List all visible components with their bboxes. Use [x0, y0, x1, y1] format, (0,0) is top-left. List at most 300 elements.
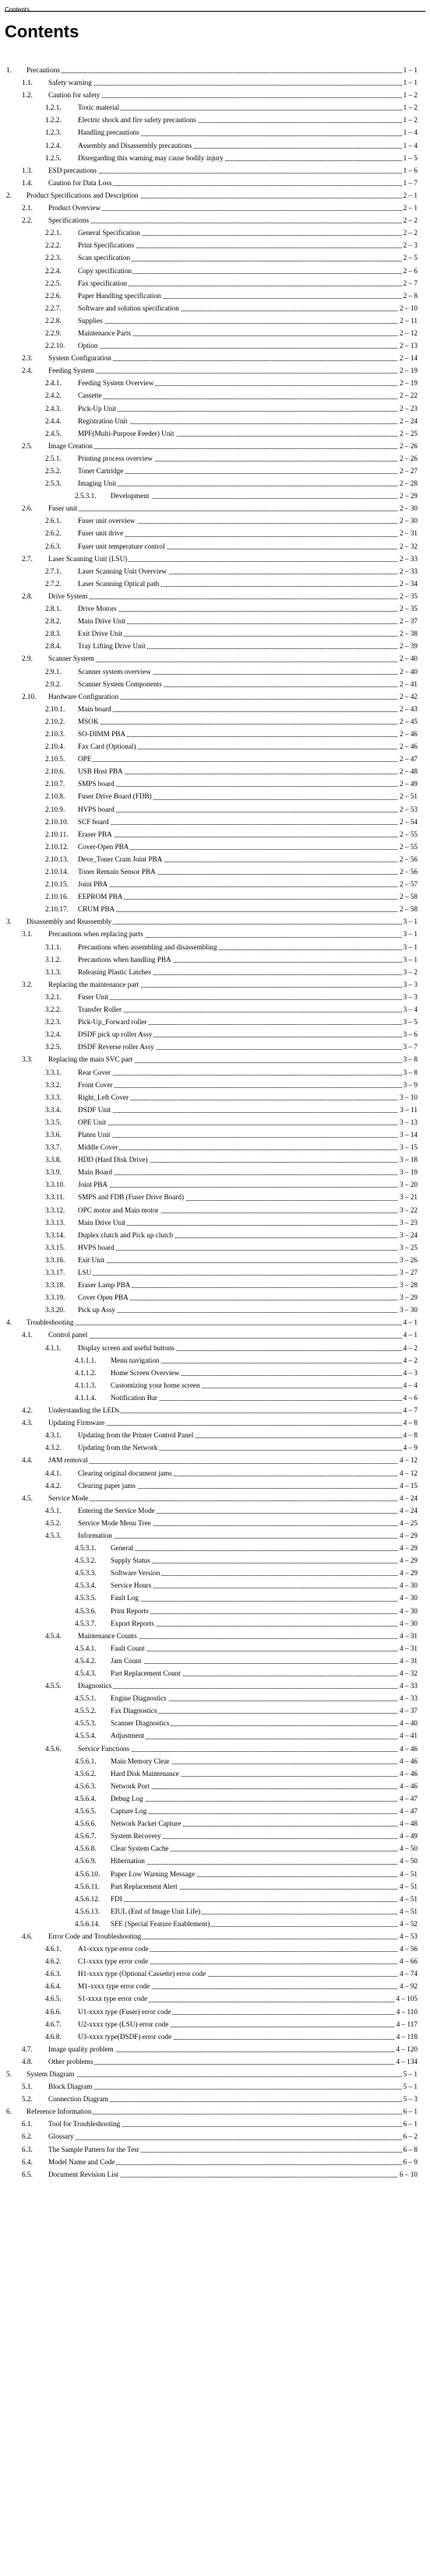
toc-entry[interactable] — [0, 903, 430, 915]
toc-entry[interactable] — [0, 1667, 430, 1679]
toc-entry-title[interactable]: SFE (Special Feature Enablement) — [111, 1919, 210, 1928]
toc-entry-title[interactable]: System Diagram — [26, 2070, 75, 2078]
toc-entry[interactable] — [0, 690, 430, 703]
toc-entry-title[interactable]: Export Reports — [111, 1619, 154, 1627]
toc-entry-title[interactable]: Service Hours — [111, 1581, 152, 1590]
toc-entry-title[interactable]: Imaging Unit — [78, 479, 117, 488]
toc-entry[interactable] — [0, 1066, 430, 1079]
toc-entry[interactable] — [0, 1204, 430, 1216]
toc-entry[interactable] — [0, 1266, 430, 1279]
toc-entry-title[interactable]: Hard Disk Maintenance — [111, 1769, 179, 1778]
toc-entry[interactable] — [0, 352, 430, 364]
toc-entry-title[interactable]: Fuser unit temperature control — [78, 542, 165, 550]
toc-entry-title[interactable]: Precautions — [26, 66, 60, 74]
toc-entry-title[interactable]: Disregarding this warning may cause bodily injury — [78, 153, 224, 162]
toc-entry[interactable] — [0, 878, 430, 890]
toc-entry-title[interactable]: The Sample Pattern for the Test — [48, 2145, 139, 2153]
toc-entry[interactable] — [0, 502, 430, 514]
toc-entry-title[interactable]: Error Code and Troubleshooting — [48, 1932, 142, 1940]
toc-entry[interactable] — [0, 290, 430, 302]
toc-entry[interactable] — [0, 1692, 430, 1704]
toc-entry[interactable] — [0, 728, 430, 740]
toc-entry[interactable] — [0, 1467, 430, 1479]
toc-entry-title[interactable]: Service Mode Menu Tree — [78, 1518, 151, 1527]
toc-entry[interactable] — [0, 915, 430, 928]
toc-entry-title[interactable]: Fault Log — [111, 1594, 139, 1602]
toc-entry-title[interactable]: DSDF Unit — [78, 1105, 111, 1114]
toc-entry-title[interactable]: Maintenance Counts — [78, 1631, 137, 1640]
toc-entry-title[interactable]: Image Creation — [48, 441, 93, 450]
toc-entry[interactable] — [0, 139, 430, 152]
toc-entry[interactable] — [0, 740, 430, 753]
toc-entry[interactable] — [0, 2118, 430, 2130]
toc-entry-title[interactable]: Connection Diagram — [48, 2095, 108, 2104]
toc-entry-title[interactable]: Feeding System — [48, 367, 94, 375]
toc-entry[interactable] — [0, 89, 430, 101]
toc-entry[interactable] — [0, 1842, 430, 1855]
toc-entry[interactable] — [0, 302, 430, 314]
toc-entry[interactable] — [0, 1930, 430, 1943]
toc-entry[interactable] — [0, 1542, 430, 1554]
toc-entry-title[interactable]: Fuser unit overview — [78, 517, 136, 525]
toc-entry-title[interactable]: Fuser unit — [48, 504, 78, 513]
toc-entry[interactable] — [0, 1504, 430, 1517]
toc-entry-title[interactable]: U1-xxxx type (Fuser) error code — [78, 2007, 171, 2016]
toc-entry-title[interactable]: SO-DIMM PBA — [78, 729, 126, 738]
toc-entry-title[interactable]: Pick-Up_Forward roller — [78, 1018, 147, 1027]
toc-entry[interactable] — [0, 652, 430, 665]
toc-entry-title[interactable]: CRUM PBA — [78, 905, 115, 914]
toc-entry-title[interactable]: Jam Count — [111, 1656, 142, 1665]
toc-entry-title[interactable]: Image quality problem — [48, 2044, 114, 2053]
toc-entry[interactable] — [0, 1367, 430, 1379]
toc-entry-title[interactable]: MSOK — [78, 717, 99, 725]
toc-entry-title[interactable]: Fuser unit drive — [78, 529, 124, 538]
toc-entry[interactable] — [0, 452, 430, 465]
toc-entry-title[interactable]: EIUL (End of Image Unit Life) — [111, 1907, 201, 1915]
toc-entry[interactable] — [0, 1254, 430, 1266]
toc-entry-title[interactable]: Scanner system overview — [78, 667, 151, 676]
toc-entry-title[interactable]: Safety warning — [48, 79, 92, 87]
toc-entry[interactable] — [0, 364, 430, 377]
toc-entry-title[interactable]: USB Host PBA — [78, 767, 123, 776]
toc-entry-title[interactable]: Exit Unit — [78, 1255, 104, 1264]
toc-entry-title[interactable]: System Recovery — [111, 1832, 161, 1841]
toc-entry[interactable] — [0, 703, 430, 715]
toc-entry[interactable] — [0, 1279, 430, 1291]
toc-entry-title[interactable]: Laser Scanning Optical path — [78, 579, 160, 588]
toc-entry[interactable] — [0, 1079, 430, 1091]
toc-entry-title[interactable]: Fax Diagnostics — [111, 1707, 157, 1715]
toc-entry[interactable] — [0, 865, 430, 878]
toc-entry[interactable] — [0, 1354, 430, 1367]
toc-entry[interactable] — [0, 828, 430, 841]
toc-entry[interactable] — [0, 1454, 430, 1466]
toc-entry[interactable] — [0, 226, 430, 239]
toc-entry-title[interactable]: Menu navigation — [111, 1356, 160, 1364]
toc-entry-title[interactable]: SCF board — [78, 817, 109, 826]
toc-entry[interactable] — [0, 477, 430, 490]
toc-entry[interactable] — [0, 1191, 430, 1203]
toc-entry[interactable] — [0, 553, 430, 565]
toc-entry-title[interactable]: Replacing the maintenance part — [48, 980, 139, 988]
toc-entry-title[interactable]: Fault Count — [111, 1644, 145, 1652]
toc-entry[interactable] — [0, 1342, 430, 1354]
toc-entry[interactable] — [0, 2068, 430, 2080]
toc-entry[interactable] — [0, 966, 430, 978]
toc-entry[interactable] — [0, 1943, 430, 1955]
toc-entry-title[interactable]: FDI — [111, 1894, 122, 1903]
toc-entry-title[interactable]: Clearing original document jams — [78, 1469, 172, 1477]
toc-entry[interactable] — [0, 678, 430, 690]
toc-entry-title[interactable]: HVPS board — [78, 1243, 115, 1251]
toc-entry[interactable] — [0, 265, 430, 277]
toc-entry-title[interactable]: Updating from the Printer Control Panel — [78, 1431, 194, 1440]
toc-entry-title[interactable]: Updating Firmware — [48, 1419, 105, 1427]
toc-entry[interactable] — [0, 415, 430, 427]
toc-entry-title[interactable]: Control panel — [48, 1331, 88, 1339]
toc-entry-title[interactable]: ESD precautions — [48, 166, 97, 174]
toc-entry-title[interactable]: Fax specification — [78, 279, 128, 287]
toc-entry[interactable] — [0, 753, 430, 765]
toc-entry-title[interactable]: Registration Unit — [78, 416, 128, 425]
toc-entry-title[interactable]: Hibernation — [111, 1857, 145, 1865]
toc-entry-title[interactable]: Service Functions — [78, 1744, 130, 1753]
toc-entry-title[interactable]: Main board — [78, 704, 111, 713]
toc-entry-title[interactable]: Paper Handling specification — [78, 291, 161, 300]
toc-entry[interactable] — [0, 1642, 430, 1655]
toc-entry-title[interactable]: OPC motor and Main motor — [78, 1206, 159, 1214]
toc-entry[interactable] — [0, 765, 430, 777]
toc-entry-title[interactable]: Customizing your home screen — [111, 1381, 200, 1389]
toc-entry-title[interactable]: Handling precautions — [78, 128, 139, 137]
toc-entry-title[interactable]: Caution for safety — [48, 91, 100, 100]
toc-entry-title[interactable]: Option — [78, 342, 98, 350]
toc-entry[interactable] — [0, 1003, 430, 1016]
toc-entry[interactable] — [0, 1767, 430, 1780]
toc-entry-title[interactable]: DSDF pick up roller Assy — [78, 1030, 153, 1039]
toc-entry[interactable] — [0, 790, 430, 802]
toc-entry[interactable] — [0, 590, 430, 602]
toc-entry[interactable] — [0, 1016, 430, 1028]
toc-entry[interactable] — [0, 339, 430, 352]
toc-entry-title[interactable]: General Specification — [78, 229, 140, 237]
toc-entry-title[interactable]: U3-xxxx type(DSDF) error code — [78, 2032, 172, 2041]
toc-entry[interactable] — [0, 189, 430, 202]
toc-entry[interactable] — [0, 1742, 430, 1755]
toc-entry[interactable] — [0, 1291, 430, 1304]
toc-entry-title[interactable]: Product Specifications and Description — [26, 191, 139, 199]
toc-entry[interactable] — [0, 114, 430, 126]
toc-entry-title[interactable]: MPF(Multi-Purpose Feeder) Unit — [78, 429, 174, 437]
toc-entry-title[interactable]: SMPS board — [78, 780, 115, 788]
toc-entry[interactable] — [0, 1517, 430, 1529]
toc-entry[interactable] — [0, 1755, 430, 1767]
toc-entry-title[interactable]: Hardware Configuration — [48, 692, 119, 700]
toc-entry-title[interactable]: Information — [78, 1531, 112, 1539]
toc-entry[interactable] — [0, 1304, 430, 1316]
toc-entry[interactable] — [0, 1617, 430, 1630]
toc-entry-title[interactable]: OPE — [78, 755, 92, 763]
toc-entry-title[interactable]: H1-xxxx type (Optional Cassette) error code — [78, 1970, 206, 1978]
toc-entry[interactable] — [0, 1905, 430, 1918]
toc-entry-title[interactable]: Entering the Service Mode — [78, 1506, 155, 1514]
toc-entry[interactable] — [0, 1053, 430, 1065]
toc-entry[interactable] — [0, 427, 430, 440]
toc-entry-title[interactable]: Display screen and useful buttons — [78, 1343, 175, 1352]
toc-entry-title[interactable]: Fax Card (Optional) — [78, 742, 136, 751]
toc-entry-title[interactable]: Drive System — [48, 591, 88, 600]
toc-entry[interactable] — [0, 1817, 430, 1830]
toc-entry[interactable] — [0, 1918, 430, 1930]
toc-entry-title[interactable]: Right_Left Cover — [78, 1093, 129, 1101]
toc-entry-title[interactable]: Understanding the LEDs — [48, 1406, 120, 1415]
toc-entry[interactable] — [0, 2018, 430, 2030]
toc-entry[interactable] — [0, 1729, 430, 1742]
toc-entry[interactable] — [0, 1316, 430, 1328]
toc-entry-title[interactable]: A1-xxxx type error code — [78, 1945, 149, 1953]
toc-entry[interactable] — [0, 2055, 430, 2068]
toc-entry-title[interactable]: Block Diagram — [48, 2083, 93, 2091]
toc-entry[interactable] — [0, 177, 430, 189]
toc-entry-title[interactable]: Scanner System Components — [78, 679, 162, 688]
toc-entry-title[interactable]: Supplies — [78, 316, 103, 325]
toc-entry-title[interactable]: Fuser Drive Board (FDB) — [78, 792, 152, 801]
toc-entry[interactable] — [0, 527, 430, 539]
toc-entry-title[interactable]: Document Revision List — [48, 2170, 118, 2178]
toc-entry-title[interactable]: Reference Information — [26, 2107, 92, 2116]
toc-entry[interactable] — [0, 565, 430, 577]
toc-entry[interactable] — [0, 1717, 430, 1729]
toc-entry[interactable] — [0, 577, 430, 590]
toc-entry-title[interactable]: Home Screen Overview — [111, 1368, 180, 1377]
toc-entry-title[interactable]: Copy specification — [78, 266, 132, 275]
toc-entry[interactable] — [0, 440, 430, 452]
toc-entry[interactable] — [0, 665, 430, 678]
toc-entry-title[interactable]: Deve_Toner Cram Joint PBA — [78, 855, 163, 863]
toc-entry-title[interactable]: Assembly and Disassembly precautions — [78, 141, 192, 149]
toc-entry[interactable] — [0, 1429, 430, 1441]
toc-entry[interactable] — [0, 890, 430, 903]
toc-entry[interactable] — [0, 465, 430, 477]
toc-entry[interactable] — [0, 1592, 430, 1604]
toc-entry[interactable] — [0, 1104, 430, 1116]
toc-entry[interactable] — [0, 2030, 430, 2043]
toc-entry[interactable] — [0, 1153, 430, 1166]
toc-entry-title[interactable]: Joint PBA — [78, 1181, 108, 1189]
toc-entry[interactable] — [0, 76, 430, 89]
toc-entry-title[interactable]: Main Drive Unit — [78, 617, 126, 626]
toc-entry-title[interactable]: Supply Status — [111, 1556, 150, 1565]
toc-entry-title[interactable]: Precautions when handling PBA — [78, 955, 171, 963]
toc-entry[interactable] — [0, 991, 430, 1003]
toc-entry-title[interactable]: Service Mode — [48, 1493, 89, 1502]
toc-entry-title[interactable]: Disassembly and Reassembly — [26, 918, 112, 926]
toc-entry[interactable] — [0, 1868, 430, 1880]
toc-entry-title[interactable]: Printing process overview — [78, 454, 153, 462]
toc-entry[interactable] — [0, 239, 430, 251]
toc-entry-title[interactable]: Updating from the Network — [78, 1444, 158, 1452]
toc-entry[interactable] — [0, 1554, 430, 1567]
toc-entry-title[interactable]: Drive Motors — [78, 605, 117, 613]
toc-entry-title[interactable]: Feeding System Overview — [78, 379, 154, 388]
toc-entry[interactable] — [0, 2156, 430, 2168]
toc-entry-title[interactable]: Pick-Up Unit — [78, 404, 117, 412]
toc-entry-title[interactable]: Product Overview — [48, 204, 101, 212]
toc-entry-title[interactable]: Exit Drive Unit — [78, 630, 123, 638]
toc-entry[interactable] — [0, 1855, 430, 1867]
toc-entry-title[interactable]: Caution for Data Loss — [48, 178, 112, 187]
toc-entry-title[interactable]: Software Version — [111, 1569, 160, 1578]
toc-entry-title[interactable]: Laser Scanning Unit Overview — [78, 567, 167, 575]
toc-entry-title[interactable]: Toner Remain Sensor PBA — [78, 868, 156, 876]
toc-entry[interactable] — [0, 327, 430, 339]
toc-entry[interactable] — [0, 978, 430, 991]
toc-entry-title[interactable]: Cover Open PBA — [78, 1293, 129, 1302]
toc-entry-title[interactable]: Print Reports — [111, 1606, 149, 1615]
toc-entry[interactable] — [0, 377, 430, 389]
toc-entry[interactable] — [0, 1830, 430, 1842]
toc-entry[interactable] — [0, 101, 430, 114]
toc-entry[interactable] — [0, 1579, 430, 1592]
toc-entry-title[interactable]: Electric shock and fire safety precautions — [78, 116, 196, 125]
toc-entry-title[interactable]: LSU — [78, 1269, 92, 1276]
toc-entry-title[interactable]: General — [111, 1544, 134, 1553]
toc-entry[interactable] — [0, 1028, 430, 1041]
toc-entry[interactable] — [0, 803, 430, 816]
toc-entry[interactable] — [0, 1955, 430, 1967]
toc-entry[interactable] — [0, 1166, 430, 1178]
toc-entry[interactable] — [0, 1141, 430, 1153]
toc-entry-title[interactable]: Capture Log — [111, 1807, 147, 1816]
toc-entry[interactable] — [0, 277, 430, 290]
toc-entry[interactable] — [0, 1704, 430, 1717]
toc-entry[interactable] — [0, 615, 430, 627]
toc-entry-title[interactable]: Rear Cover — [78, 1068, 111, 1076]
toc-entry[interactable] — [0, 2105, 430, 2118]
toc-entry-title[interactable]: Eraser Lamp PBA — [78, 1281, 131, 1290]
toc-entry-title[interactable]: Main Drive Unit — [78, 1218, 126, 1227]
toc-entry[interactable] — [0, 1229, 430, 1241]
toc-entry-title[interactable]: Toner Cartridge — [78, 467, 124, 475]
toc-entry[interactable] — [0, 490, 430, 502]
toc-entry-title[interactable]: Fuser Unit — [78, 992, 109, 1001]
toc-entry-title[interactable]: JAM removal — [48, 1456, 88, 1465]
toc-entry[interactable] — [0, 126, 430, 139]
toc-entry-title[interactable]: Engine Diagnostics — [111, 1694, 167, 1703]
toc-entry-title[interactable]: Toxic material — [78, 104, 120, 112]
toc-entry-title[interactable]: Cover-Open PBA — [78, 842, 129, 851]
toc-entry-title[interactable]: Troubleshooting — [26, 1318, 74, 1327]
toc-entry-title[interactable]: Scanner System — [48, 655, 94, 663]
toc-entry[interactable] — [0, 2130, 430, 2143]
toc-entry[interactable] — [0, 1679, 430, 1692]
toc-entry-title[interactable]: M1-xxxx type error code — [78, 1982, 150, 1991]
toc-entry-title[interactable]: Glossary — [48, 2132, 74, 2141]
toc-entry[interactable] — [0, 251, 430, 264]
toc-entry-title[interactable]: Network Port — [111, 1781, 150, 1790]
toc-entry[interactable] — [0, 514, 430, 527]
toc-entry[interactable] — [0, 928, 430, 940]
toc-entry[interactable] — [0, 2043, 430, 2055]
toc-entry[interactable] — [0, 314, 430, 327]
toc-entry-title[interactable]: Maintenance Parts — [78, 328, 132, 337]
toc-entry-title[interactable]: Transfer Roller — [78, 1005, 122, 1014]
toc-entry[interactable] — [0, 953, 430, 966]
toc-entry[interactable] — [0, 941, 430, 953]
toc-entry[interactable] — [0, 1091, 430, 1104]
toc-entry[interactable] — [0, 1441, 430, 1454]
toc-entry[interactable] — [0, 1780, 430, 1792]
toc-entry-title[interactable]: Duplex clutch and Pick up clutch — [78, 1230, 174, 1239]
toc-entry[interactable] — [0, 1605, 430, 1617]
toc-entry[interactable] — [0, 64, 430, 76]
toc-entry-title[interactable]: Main Board — [78, 1168, 113, 1177]
toc-entry[interactable] — [0, 715, 430, 728]
toc-entry[interactable] — [0, 1567, 430, 1579]
toc-entry-title[interactable]: Scanner Diagnostics — [111, 1719, 170, 1728]
toc-entry-title[interactable]: Network Packet Capture — [111, 1820, 182, 1828]
toc-entry-title[interactable]: Platen Unit — [78, 1130, 111, 1139]
toc-entry-title[interactable]: HDD (Hard Disk Drive) — [78, 1156, 148, 1164]
toc-entry[interactable] — [0, 1404, 430, 1416]
toc-entry[interactable] — [0, 1416, 430, 1429]
toc-entry[interactable] — [0, 1805, 430, 1817]
toc-entry[interactable] — [0, 777, 430, 790]
toc-entry-title[interactable]: OPE Unit — [78, 1118, 106, 1126]
toc-entry[interactable] — [0, 1216, 430, 1229]
toc-entry[interactable] — [0, 1479, 430, 1492]
toc-entry-title[interactable]: Tray Lifting Drive Unit — [78, 642, 146, 651]
toc-entry-title[interactable]: Print Specifications — [78, 241, 135, 250]
toc-entry-title[interactable]: System Configuration — [48, 354, 111, 363]
toc-entry-title[interactable]: Other problems — [48, 2057, 93, 2065]
toc-entry-title[interactable]: Main Memory Clear — [111, 1757, 170, 1765]
toc-entry[interactable] — [0, 2006, 430, 2018]
toc-entry[interactable] — [0, 402, 430, 415]
toc-entry-title[interactable]: Part Replacement Alert — [111, 1882, 178, 1890]
toc-entry[interactable] — [0, 2168, 430, 2181]
toc-entry[interactable] — [0, 1529, 430, 1542]
toc-entry[interactable] — [0, 214, 430, 226]
toc-entry[interactable] — [0, 1893, 430, 1905]
toc-entry[interactable] — [0, 2080, 430, 2093]
toc-entry-title[interactable]: Cassette — [78, 391, 102, 400]
toc-entry-title[interactable]: SMPS and FDB (Fuser Drive Board) — [78, 1193, 185, 1202]
toc-entry-title[interactable]: Middle Cover — [78, 1143, 118, 1152]
toc-entry-title[interactable]: Notification Bar — [111, 1393, 157, 1402]
toc-entry[interactable] — [0, 1392, 430, 1404]
toc-entry-title[interactable]: Clearing paper jams — [78, 1481, 136, 1490]
toc-entry-title[interactable]: EEPROM PBA — [78, 893, 123, 901]
toc-entry[interactable] — [0, 164, 430, 177]
toc-entry[interactable] — [0, 1967, 430, 1980]
toc-entry[interactable] — [0, 853, 430, 865]
toc-entry-title[interactable]: DSDF Reverse roller Assy — [78, 1043, 154, 1051]
toc-entry[interactable] — [0, 202, 430, 214]
toc-entry-title[interactable]: Joint PBA — [78, 880, 108, 889]
toc-entry[interactable] — [0, 2093, 430, 2105]
toc-entry[interactable] — [0, 841, 430, 853]
toc-entry[interactable] — [0, 1241, 430, 1254]
toc-entry[interactable] — [0, 1655, 430, 1667]
toc-entry-title[interactable]: Clear System Cache — [111, 1844, 169, 1853]
toc-entry[interactable] — [0, 1379, 430, 1392]
toc-entry[interactable] — [0, 816, 430, 828]
toc-entry[interactable] — [0, 1880, 430, 1893]
toc-entry[interactable] — [0, 640, 430, 652]
toc-entry-title[interactable]: C1-xxxx type error code — [78, 1957, 149, 1966]
